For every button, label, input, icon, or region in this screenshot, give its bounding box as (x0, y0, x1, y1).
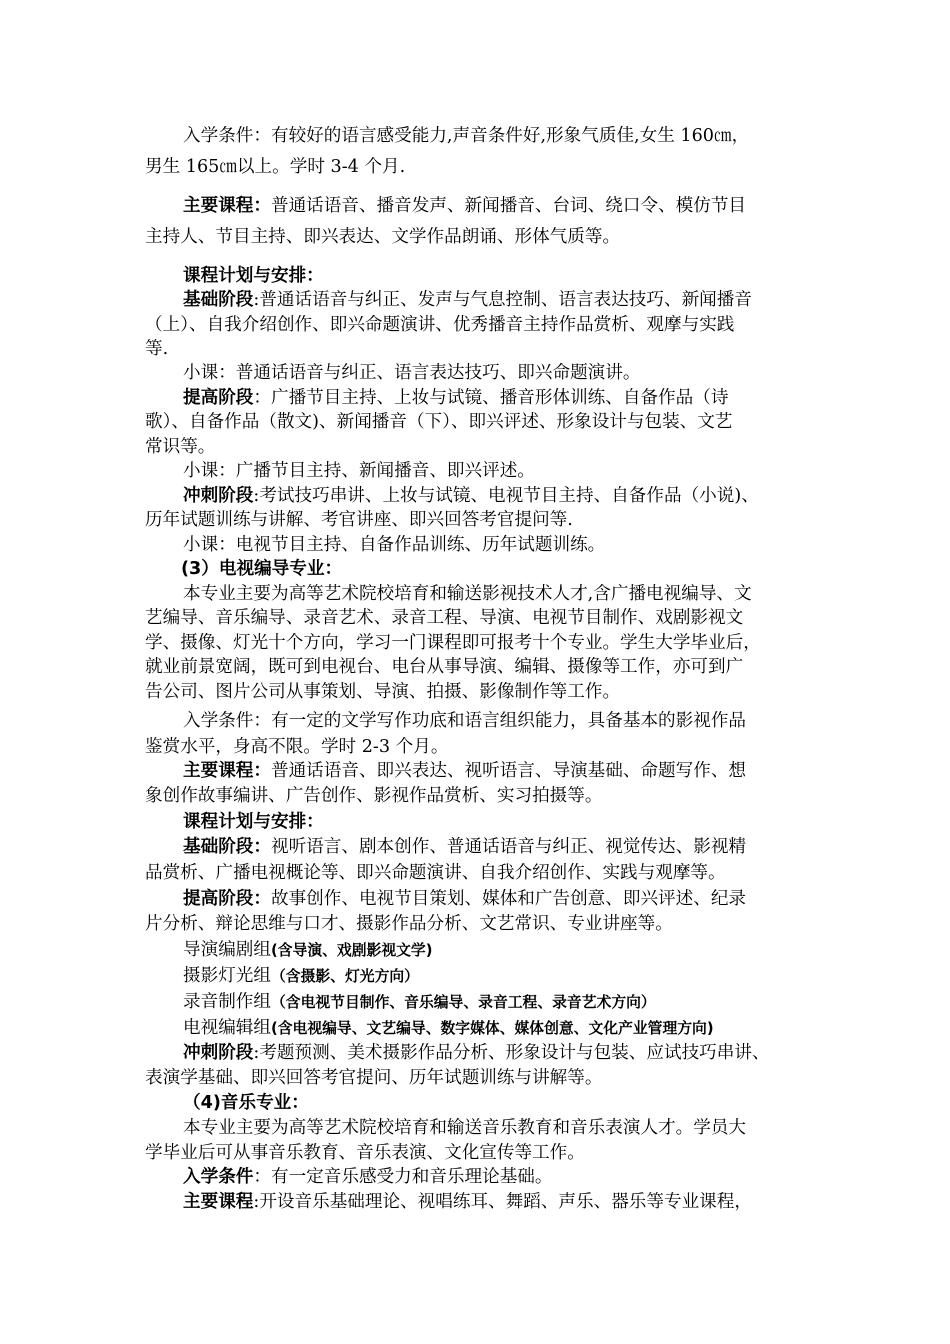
basic-stage-line: 等. (145, 339, 169, 359)
tv-directing-heading: (3）电视编导专业： (181, 559, 343, 579)
sprint-stage-line: 冲刺阶段:考试技巧串讲、上妆与试镜、电视节目主持、自备作品（小说)、 (183, 486, 759, 506)
small-class-line: 小课：广播节目主持、新闻播音、即兴评述。 (183, 461, 535, 481)
tv-advanced-stage-label: 提高阶段： (183, 889, 271, 909)
sprint-stage-line: 历年试题训练与讲解、考官讲座、即兴回答考官提问等. (145, 510, 573, 530)
music-intro-line: 本专业主要为高等艺术院校培育和输送音乐教育和音乐表演人才。学员大 (183, 1118, 747, 1138)
entry-requirements-line: 入学条件：有较好的语言感受能力,声音条件好,形象气质佳,女生 160㎝， (183, 126, 750, 146)
tv-plan-heading: 课程计划与安排： (183, 812, 324, 832)
tv-intro-line: 学、摄像、灯光十个方向，学习一门课程即可报考十个专业。学生大学毕业后， (145, 633, 761, 653)
tv-intro-line: 就业前景宽阔，既可到电视台、电台从事导演、编辑、摄像等工作，亦可到广 (145, 657, 744, 677)
tv-basic-stage-label: 基础阶段： (183, 837, 271, 857)
entry-requirements-line: 男生 165㎝以上。学时 3-4 个月. (145, 157, 406, 177)
group-directing-line: 导演编剧组(含导演、戏剧影视文学) (183, 940, 433, 960)
advanced-stage-label: 提高阶段 (183, 388, 254, 408)
small-class-line: 小课：普通话语音与纠正、语言表达技巧、即兴命题演讲。 (183, 363, 641, 383)
tv-sprint-stage-line: 冲刺阶段:考题预测、美术摄影作品分析、形象设计与包装、应试技巧串讲、 (183, 1043, 770, 1063)
basic-stage-label: 基础阶段 (183, 290, 254, 310)
main-courses-label: 主要课程： (183, 196, 271, 216)
basic-stage-line: 基础阶段:普通话语音与纠正、发声与气息控制、语言表达技巧、新闻播音 (183, 290, 752, 310)
tv-entry-line: 入学条件：有一定的文学写作功底和语言组织能力，具备基本的影视作品 (183, 711, 747, 731)
course-plan-heading: 课程计划与安排： (183, 266, 324, 286)
tv-intro-line: 告公司、图片公司从事策划、导演、拍摄、影像制作等工作。 (145, 682, 621, 702)
advanced-stage-line: 常识等。 (145, 437, 216, 457)
main-courses-line: 主持人、节目主持、即兴表达、文学作品朗诵、形体气质等。 (145, 227, 621, 247)
music-intro-line: 学毕业后可从事音乐教育、音乐表演、文化宣传等工作。 (145, 1143, 585, 1163)
tv-entry-line: 鉴赏水平，身高不限。学时 2-3 个月。 (145, 737, 449, 757)
tv-sprint-stage-label: 冲刺阶段 (183, 1043, 254, 1063)
tv-basic-stage-line: 品赏析、广播电视概论等、即兴命题演讲、自我介绍创作、实践与观摩等。 (145, 863, 726, 883)
music-entry-line: 入学条件：有一定音乐感受力和音乐理论基础。 (183, 1167, 553, 1187)
tv-sprint-stage-line: 表演学基础、即兴回答考官提问、历年试题训练与讲解等。 (145, 1068, 603, 1088)
tv-courses-label: 主要课程： (183, 761, 271, 781)
tv-basic-stage-line: 基础阶段：视听语言、剧本创作、普通话语音与纠正、视觉传达、影视精 (183, 837, 747, 857)
tv-intro-line: 本专业主要为高等艺术院校培育和输送影视技术人才,含广播电视编导、文 (183, 584, 752, 604)
group-photography-line: 摄影灯光组（含摄影、灯光方向） (183, 966, 419, 986)
tv-advanced-stage-line: 片分析、辩论思维与口才、摄影作品分析、文艺常识、专业讲座等。 (145, 914, 673, 934)
music-courses-line: 主要课程:开设音乐基础理论、视唱练耳、舞蹈、声乐、器乐等专业课程， (183, 1192, 752, 1212)
tv-advanced-stage-line: 提高阶段：故事创作、电视节目策划、媒体和广告创意、即兴评述、纪录 (183, 889, 747, 909)
group-editing-line: 电视编辑组(含电视编导、文艺编导、数字媒体、媒体创意、文化产业管理方向) (183, 1018, 714, 1038)
main-courses-line: 主要课程：普通话语音、播音发声、新闻播音、台词、绕口令、模仿节目 (183, 196, 747, 216)
tv-courses-line: 象创作故事编讲、广告创作、影视作品赏析、实习拍摄等。 (145, 786, 603, 806)
tv-intro-line: 艺编导、音乐编导、录音艺术、录音工程、导演、电视节目制作、戏剧影视文 (145, 608, 744, 628)
advanced-stage-line: 歌）、自备作品（散文)、新闻播音（下）、即兴评述、形象设计与包装、文艺 (145, 412, 733, 432)
sprint-stage-label: 冲刺阶段 (183, 486, 254, 506)
tv-courses-line: 主要课程：普通话语音、即兴表达、视听语言、导演基础、命题写作、想 (183, 761, 747, 781)
basic-stage-line: （上）、自我介绍创作、即兴命题演讲、优秀播音主持作品赏析、观摩与实践 (145, 315, 735, 335)
group-recording-line: 录音制作组（含电视节目制作、音乐编导、录音工程、录音艺术方向） (183, 992, 656, 1012)
music-courses-label: 主要课程 (183, 1192, 254, 1212)
advanced-stage-line: 提高阶段：广播节目主持、上妆与试镜、播音形体训练、自备作品（诗 (183, 388, 729, 408)
small-class-line: 小课：电视节目主持、自备作品训练、历年试题训练。 (183, 535, 606, 555)
music-entry-label: 入学条件 (183, 1167, 254, 1187)
music-heading: （4)音乐专业： (183, 1093, 309, 1113)
